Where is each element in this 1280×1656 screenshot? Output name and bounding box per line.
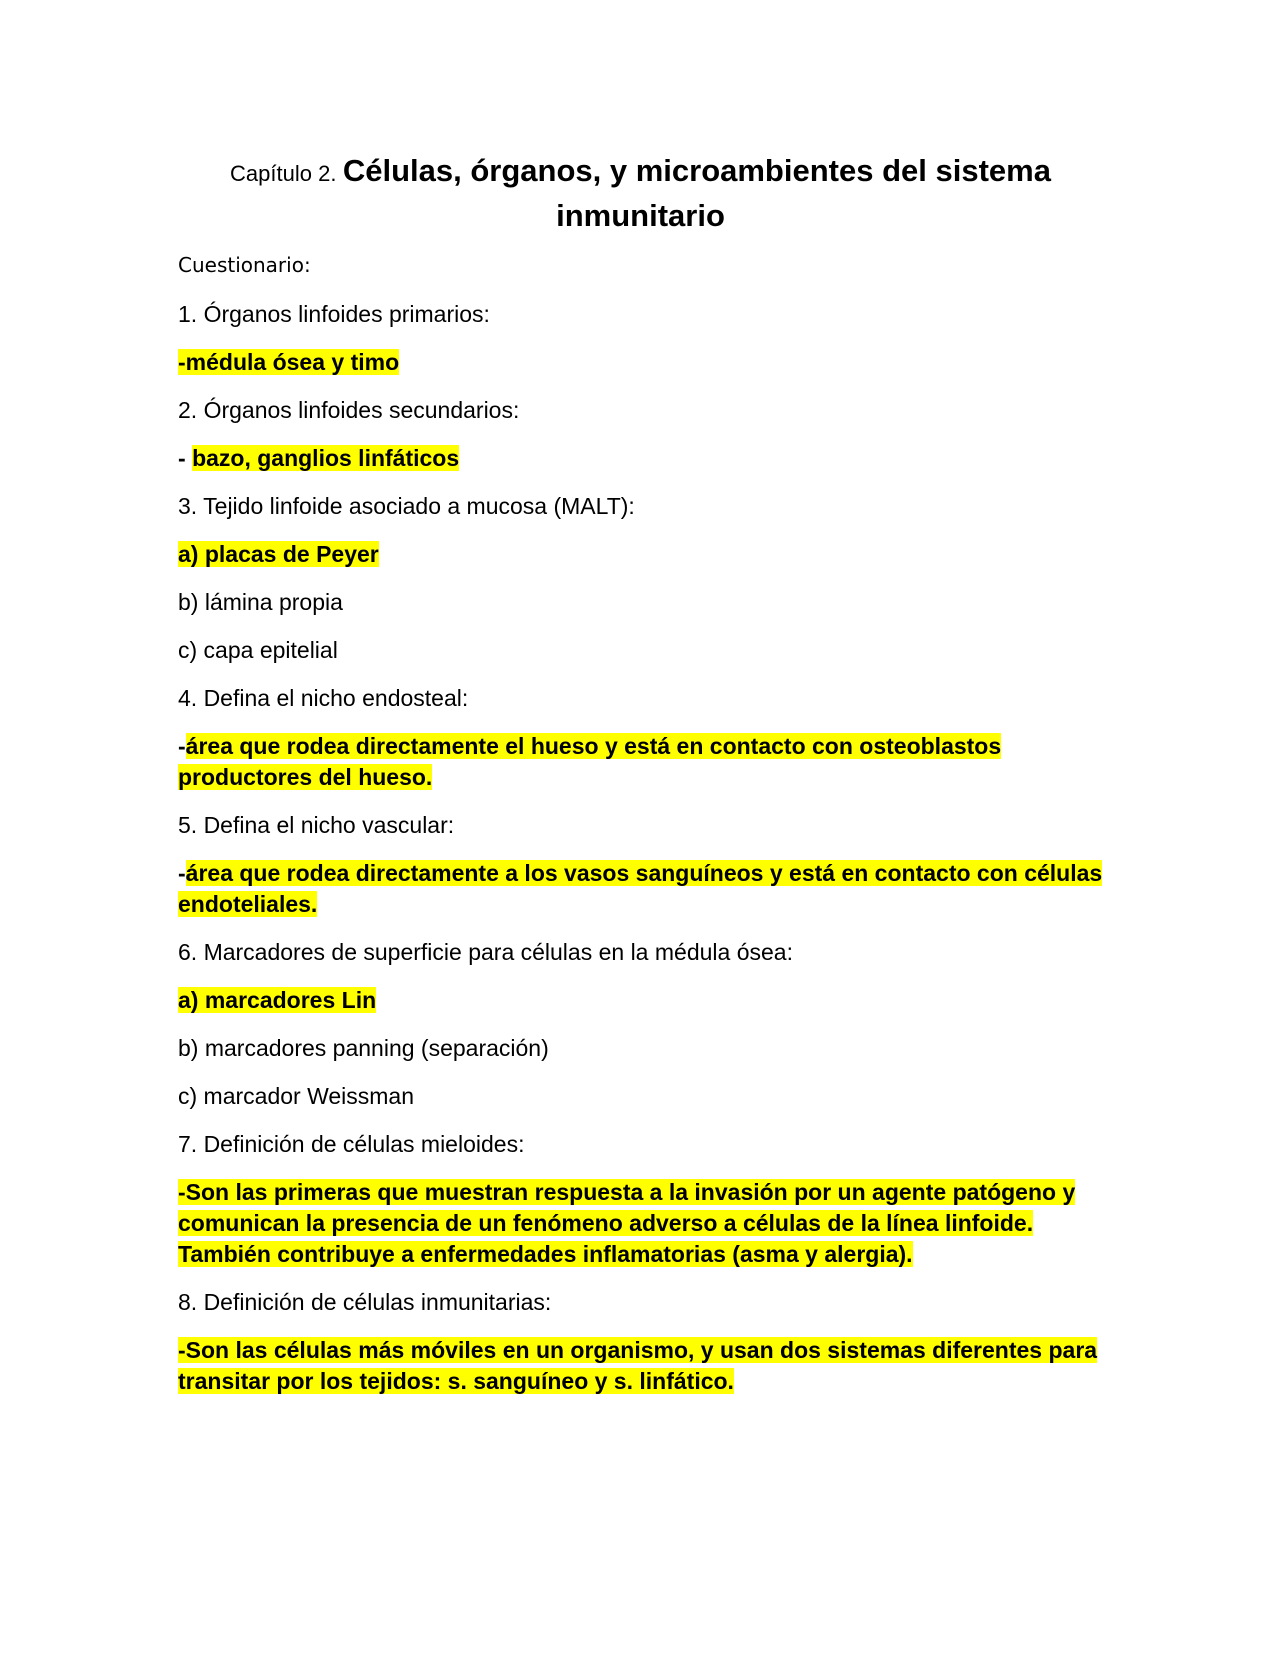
question-line: 3. Tejido linfoide asociado a mucosa (MALT): — [178, 493, 635, 519]
question-list — [178, 299, 1103, 1397]
answer-prefix: - — [178, 860, 186, 886]
answer-line — [178, 443, 1103, 474]
answer-line — [178, 731, 1103, 793]
highlighted-answer: bazo, ganglios linfáticos — [192, 445, 460, 471]
highlighted-answer: a) placas de Peyer — [178, 541, 379, 567]
answer-prefix: - — [178, 445, 193, 471]
question-line: 8. Definición de células inmunitarias: — [178, 1289, 552, 1315]
answer-prefix: - — [178, 733, 186, 759]
question-line: 6. Marcadores de superficie para células en la médula ósea: — [178, 939, 793, 965]
question-line: c) marcador Weissman — [178, 1083, 415, 1109]
question-line: 5. Defina el nicho vascular: — [178, 812, 455, 838]
answer-line — [178, 1177, 1103, 1270]
answer-line — [178, 985, 1103, 1016]
answer-line — [178, 347, 1103, 378]
question-line: c) capa epitelial — [178, 637, 338, 663]
answer-line — [178, 1335, 1103, 1397]
question-line: 1. Órganos linfoides primarios: — [178, 301, 490, 327]
question-line: 7. Definición de células mieloides: — [178, 1131, 525, 1157]
question-line: b) marcadores panning (separación) — [178, 1035, 549, 1061]
question-line: b) lámina propia — [178, 589, 343, 615]
highlighted-answer: área que rodea directamente el hueso y está en contacto con osteoblastos productores del hueso. — [178, 733, 1002, 790]
answer-line — [178, 539, 1103, 570]
page-title — [178, 150, 1103, 239]
highlighted-answer: a) marcadores Lin — [178, 987, 377, 1013]
question-line: 2. Órganos linfoides secundarios: — [178, 397, 520, 423]
document-body — [178, 150, 1103, 1414]
question-line: 4. Defina el nicho endosteal: — [178, 685, 469, 711]
highlighted-answer: -Son las primeras que muestran respuesta a la invasión por un agente patógeno y comunican la presencia de un fenómeno adverso a células de la línea linfoide. También contribuye a enfermedades inflamatorias (asma y alergia). — [178, 1179, 1076, 1267]
chapter-heading: Células, órganos, y microambientes del sistema inmunitario — [342, 153, 1051, 233]
questionnaire-label: Cuestionario: — [178, 253, 311, 277]
highlighted-answer: -Son las células más móviles en un organismo, y usan dos sistemas diferentes para transitar por los tejidos: s. sanguíneo y s. linfático. — [178, 1337, 1098, 1394]
highlighted-answer: -médula ósea y timo — [178, 349, 400, 375]
highlighted-answer: área que rodea directamente a los vasos sanguíneos y está en contacto con células endoteliales. — [178, 860, 1103, 917]
answer-line — [178, 858, 1103, 920]
chapter-label: Capítulo 2. — [230, 161, 337, 186]
